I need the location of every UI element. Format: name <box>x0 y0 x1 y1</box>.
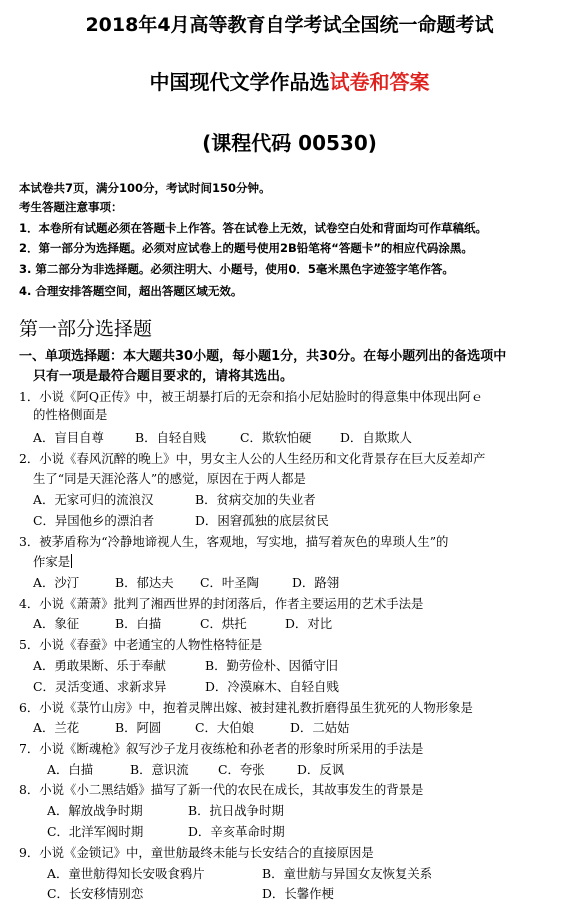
exam-info-line: 本试卷共7页，满分100分，考试时间150分钟。 <box>19 181 271 195</box>
question-4-option-d: D．对比 <box>285 616 333 631</box>
question-2-option-a: A．无家可归的流浪汉 <box>33 492 154 507</box>
question-3-option-d: D．路翎 <box>292 575 340 590</box>
question-9-option-a: A．童世舫得知长安吸食鸦片 <box>47 866 205 881</box>
question-8-option-c: C．北洋军阀时期 <box>47 824 144 839</box>
exam-title: 2018年4月高等教育自学考试全国统一命题考试 <box>85 14 494 36</box>
question-7-option-d: D．反讽 <box>297 762 345 777</box>
notes-heading: 考生答题注意事项： <box>19 200 123 214</box>
question-4-stem: 4．小说《萧萧》批判了湘西世界的封闭落后，作者主要运用的艺术手法是 <box>19 596 424 611</box>
question-2-option-d: D．困窘孤独的底层贫民 <box>195 513 329 528</box>
subtitle-red-part: 试卷和答案 <box>329 70 430 94</box>
question-3-stem-cont <box>33 552 72 570</box>
question-3-option-c: C．叶圣陶 <box>200 575 260 590</box>
question-6-option-a: A．兰花 <box>33 720 80 735</box>
subtitle-course: 中国现代文学作品选 <box>149 70 330 94</box>
question-7-option-b: B．意识流 <box>130 762 189 777</box>
question-5-option-b: B．勤劳俭朴、因循守旧 <box>205 658 339 673</box>
question-9-stem: 9．小说《金锁记》中，童世舫最终未能与长安结合的直接原因是 <box>19 845 374 860</box>
paper-subtitle <box>0 66 579 95</box>
question-1-stem-cont: 的性格侧面是 <box>33 407 108 422</box>
question-1-stem: 1．小说《阿Q正传》中，被王胡暴打后的无奈和掐小尼姑脸时的得意集中体现出阿ｅ <box>19 389 484 404</box>
question-8-option-b: B．抗日战争时期 <box>188 803 284 818</box>
question-7-stem: 7．小说《断魂枪》叙写沙子龙月夜练枪和孙老者的形象时所采用的手法是 <box>19 741 424 756</box>
question-5-option-d: D．冷漠麻木、自轻自贱 <box>205 679 339 694</box>
note-item-3: 3. 第二部分为非选择题。必须注明大、小题号，使用0．5毫米黑色字迹签字笔作答。 <box>19 262 454 276</box>
question-2-stem: 2．小说《春风沉醉的晚上》中，男女主人公的人生经历和文化背景存在巨大反差却产 <box>19 451 486 466</box>
question-6-option-c: C．大伯娘 <box>195 720 255 735</box>
note-item-1: 1．本卷所有试题必须在答题卡上作答。答在试卷上无效，试卷空白处和背面均可作草稿纸。 <box>19 221 487 235</box>
question-3-option-b: B．郁达夫 <box>115 575 174 590</box>
question-3-stem: 3．被茅盾称为“冷静地谛视人生，客观地，写实地，描写着灰色的卑琐人生”的 <box>19 534 449 549</box>
question-9-option-d: D．长馨作梗 <box>262 886 334 901</box>
question-5-option-c: C．灵活变通、求新求异 <box>33 679 167 694</box>
question-1-option-a: A．盲目自尊 <box>33 430 104 445</box>
question-1-option-c: C．欺软怕硬 <box>240 430 312 445</box>
question-5-stem: 5．小说《春蚕》中老通宝的人物性格特征是 <box>19 637 263 652</box>
question-1-option-b: B．自轻自贱 <box>135 430 207 445</box>
question-4-option-a: A．象征 <box>33 616 80 631</box>
question-2-stem-cont: 生了“同是天涯沦落人”的感觉，原因在于两人都是 <box>33 471 306 486</box>
part-one-heading: 第一部分选择题 <box>19 318 153 340</box>
question-2-option-b: B．贫病交加的失业者 <box>195 492 316 507</box>
question-4-option-c: C．烘托 <box>200 616 247 631</box>
question-3-stem-cont-text: 作家是 <box>33 554 71 569</box>
question-2-option-c: C．异国他乡的漂泊者 <box>33 513 154 528</box>
text-cursor <box>71 554 72 568</box>
question-4-option-b: B．白描 <box>115 616 162 631</box>
note-item-4: 4. 合理安排答题空间，超出答题区域无效。 <box>19 284 243 298</box>
question-8-option-a: A．解放战争时期 <box>47 803 143 818</box>
question-6-option-d: D．二姑姑 <box>290 720 350 735</box>
question-8-stem: 8．小说《小二黑结婚》描写了新一代的农民在成长，其故事发生的背景是 <box>19 782 424 797</box>
question-6-stem: 6．小说《菉竹山房》中，抱着灵牌出嫁、被封建礼教折磨得虽生犹死的人物形象是 <box>19 700 473 715</box>
question-7-option-a: A．白描 <box>47 762 94 777</box>
section-instruction-line-1: 一、单项选择题：本大题共30小题，每小题1分，共30分。在每小题列出的备选项中 <box>19 349 507 364</box>
course-code: (课程代码 00530) <box>202 131 377 155</box>
note-item-2: 2．第一部分为选择题。必须对应试卷上的题号使用2B铅笔将“答题卡”的相应代码涂黑。 <box>19 241 473 255</box>
question-9-option-b: B．童世舫与异国女友恢复关系 <box>262 866 433 881</box>
question-5-option-a: A．勇敢果断、乐于奉献 <box>33 658 166 673</box>
question-7-option-c: C．夸张 <box>218 762 265 777</box>
question-6-option-b: B．阿圆 <box>115 720 162 735</box>
question-9-option-c: C．长安移情别恋 <box>47 886 144 901</box>
question-8-option-d: D．辛亥革命时期 <box>188 824 285 839</box>
question-3-option-a: A．沙汀 <box>33 575 80 590</box>
question-1-option-d: D．自欺欺人 <box>340 430 412 445</box>
section-instruction-line-2: 只有一项是最符合题目要求的，请将其选出。 <box>33 369 294 384</box>
